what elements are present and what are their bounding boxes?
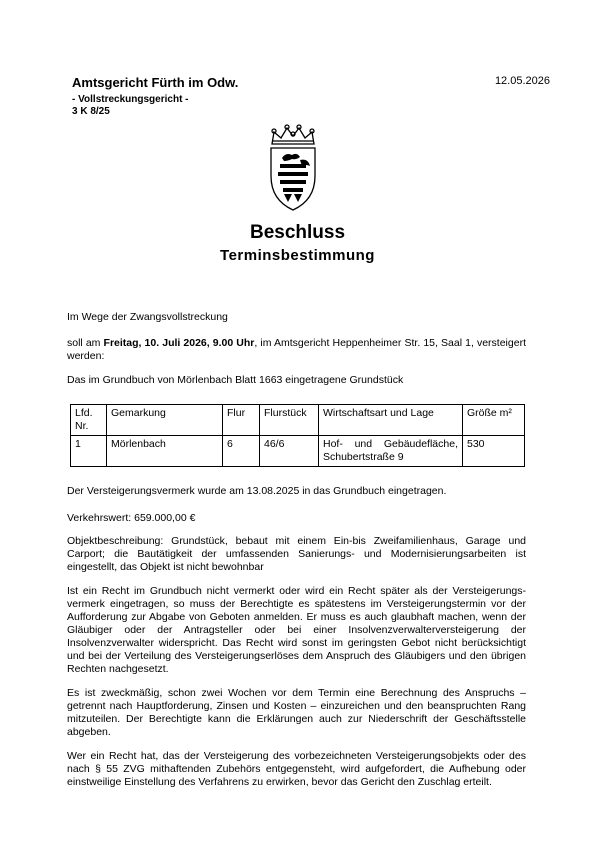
objektbeschreibung-paragraph: Objektbeschreibung: Grundstück, bebaut mit einem Ein-bis Zweifamilienhaus, Garage und Carport; die Bautätigkeit der umfassenden Sanierungs- und Modernisierungsarbeiten ist eingestellt, das Objekt ist nicht bewohnbar bbox=[67, 535, 526, 573]
auction-prefix: soll am bbox=[67, 337, 101, 349]
intro-text: Im Wege der Zwangsvollstreckung bbox=[67, 311, 228, 323]
table-header-flur: Flur bbox=[223, 405, 260, 436]
auction-date-time: Freitag, 10. Juli 2026, 9.00 Uhr bbox=[103, 337, 255, 349]
table-cell-wirtschaftsart: Hof- und Gebäudefläche, Schubertstraße 9 bbox=[319, 436, 463, 467]
table-row bbox=[71, 436, 525, 467]
vermerk-paragraph: Der Versteigerungsvermerk wurde am 13.08.2025 in das Grundbuch eingetragen. bbox=[67, 485, 447, 497]
table-cell-gemarkung: Mörlenbach bbox=[107, 436, 223, 467]
table-cell-groesse: 530 bbox=[463, 436, 525, 467]
verkehrswert-paragraph: Verkehrswert: 659.000,00 € bbox=[67, 512, 196, 524]
court-division: - Vollstreckungsgericht - bbox=[72, 94, 189, 105]
table-cell-lfd-nr: 1 bbox=[71, 436, 107, 467]
court-name: Amtsgericht Fürth im Odw. bbox=[72, 75, 239, 90]
document-date: 12.05.2026 bbox=[494, 75, 550, 87]
table-header-groesse: Größe m² bbox=[463, 405, 525, 436]
document-title: Beschluss bbox=[249, 222, 346, 243]
aufhebung-paragraph: Wer ein Recht hat, das der Versteigerung des vorbezeichneten Versteigerungsobjekts oder des nach § 55 ZVG mithaftenden Zubehörs entgegensteht, wird aufgefordert, die Aufhebung oder einstweilige Einstellung des Verfahrens zu erwirken, bevor das Gericht den Zuschlag erteilt. bbox=[67, 750, 526, 788]
auction-sentence bbox=[67, 337, 526, 363]
table-header-gemarkung: Gemarkung bbox=[107, 405, 223, 436]
berechnung-paragraph: Es ist zweckmäßig, schon zwei Wochen vor dem Termin eine Berechnung des Anspruchs – getrennt nach Hauptforderung, Zinsen und Kosten – einzureichen und den beanspruchten Rang mitzuteilen. Der Berechtigte kann die Erklärungen auch zur Niederschrift der Geschäftsstelle abgeben. bbox=[67, 687, 526, 738]
table-header-wirtschaftsart: Wirtschaftsart und Lage bbox=[319, 405, 463, 436]
auction-suffix: , im Amtsgericht Heppenheimer Str. 15, Saal 1, versteigert werden: bbox=[67, 337, 526, 362]
hessen-coat-of-arms-icon bbox=[266, 124, 320, 212]
property-table bbox=[70, 404, 525, 467]
rechte-paragraph: Ist ein Recht im Grundbuch nicht vermerkt oder wird ein Recht später als der Versteigerungs-vermerk eingetragen, so muss der Berechtigte es spätestens im Versteigerungstermin vor der Aufforderung zur Abgabe von Geboten anmelden. Er muss es auch glaubhaft machen, wenn der Gläubiger oder der Antragsteller oder bei einer Insolvenzverwalterversteigerung der Insolvenzverwalter widerspricht. Das Recht wird sonst im geringsten Gebot nicht berücksichtigt und bei der Verteilung des Versteigerungserlöses dem Anspruch des Gläubigers und den übrigen Rechten nachgesetzt. bbox=[67, 585, 526, 675]
document-subtitle: Terminsbestimmung bbox=[220, 247, 375, 264]
table-cell-flur: 6 bbox=[223, 436, 260, 467]
table-header-lfd-nr: Lfd. Nr. bbox=[71, 405, 107, 436]
property-intro: Das im Grundbuch von Mörlenbach Blatt 1663 eingetragene Grundstück bbox=[67, 374, 404, 386]
table-header-flurstueck: Flurstück bbox=[260, 405, 319, 436]
case-number: 3 K 8/25 bbox=[72, 106, 110, 117]
table-cell-flurstueck: 46/6 bbox=[260, 436, 319, 467]
